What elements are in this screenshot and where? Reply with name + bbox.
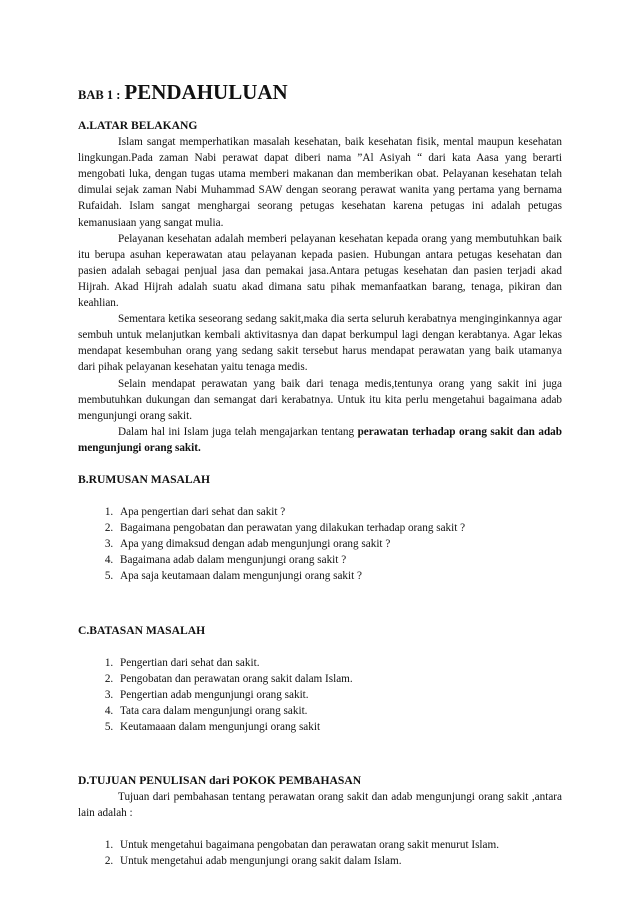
- batasan-list: [78, 655, 562, 735]
- list-item: 3. Apa yang dimaksud dengan adab mengunjungi orang sakit ?: [116, 536, 562, 552]
- list-item: 2. Pengobatan dan perawatan orang sakit dalam Islam.: [116, 671, 562, 687]
- list-item: 4. Bagaimana adab dalam mengunjungi orang sakit ?: [116, 552, 562, 568]
- paragraph: Pelayanan kesehatan adalah memberi pelayanan kesehatan kepada orang yang membutuhkan baik itu berupa asuhan keperawatan atau pelayanan kepada pasien. Hubungan antara petugas kesehatan dan pasien adalah sebagai penjual jasa dan pemakai jasa.Antara petugas kesehatan dan pasien terjadi akad Hijrah. Akad Hijrah adalah suatu akad dimana satu pihak memanfaatkan barang, tenaga, pikiran dan keahlian.: [78, 232, 562, 310]
- paragraph: Islam sangat memperhatikan masalah kesehatan, baik kesehatan fisik, mental maupun kesehatan lingkungan.Pada zaman Nabi perawat dapat diberi nama ”Al Asiyah “ dari kata Aasa yang berarti mengobati luka, dengan tugas utama memberi makanan dan memberikan obat. Pelayanan kesehatan telah dimulai sejak zaman Nabi Muhammad SAW dengan seorang perawat wanita yang pertama yang bernama Rufaidah. Islam sangat menghargai seorang petugas kesehatan karena petugas ini adalah petugas kemanusiaan yang sangat mulia.: [78, 136, 562, 229]
- list-item: 5. Apa saja keutamaan dalam mengunjungi orang sakit ?: [116, 568, 562, 584]
- paragraph: Selain mendapat perawatan yang baik dari tenaga medis,tentunya orang yang sakit ini juga membutuhkan dukungan dan semangat dari kerabatnya. Untuk itu kita perlu mengetahui bagaimana adab mengunjungi orang sakit.: [78, 377, 562, 422]
- chapter-title: PENDAHULUAN: [124, 80, 288, 104]
- list-item: 1. Apa pengertian dari sehat dan sakit ?: [116, 504, 562, 520]
- list-item: 4. Tata cara dalam mengunjungi orang sakit.: [116, 703, 562, 719]
- list-item: 2. Bagaimana pengobatan dan perawatan yang dilakukan terhadap orang sakit ?: [116, 520, 562, 536]
- section-heading-batasan: C.BATASAN MASALAH: [78, 623, 206, 637]
- list-item: 1. Pengertian dari sehat dan sakit.: [116, 655, 562, 671]
- paragraph: Tujuan dari pembahasan tentang perawatan orang sakit dan adab mengunjungi orang sakit ,antara lain adalah :: [78, 791, 562, 820]
- chapter-prefix: BAB 1 :: [78, 88, 121, 102]
- bold-text: perawatan terhadap orang sakit dan adab mengunjungi orang sakit.: [78, 425, 562, 454]
- chapter-heading: [78, 80, 288, 105]
- list-item: 1. Untuk mengetahui bagaimana pengobatan dan perawatan orang sakit menurut Islam.: [116, 837, 562, 853]
- section-heading-latar: A.LATAR BELAKANG: [78, 119, 198, 132]
- list-item: 5. Keutamaaan dalam mengunjungi orang sakit: [116, 719, 562, 735]
- section-heading-tujuan: D.TUJUAN PENULISAN dari POKOK PEMBAHASAN: [78, 774, 362, 788]
- rumusan-list: [78, 504, 562, 584]
- document-body: [78, 118, 562, 870]
- section-heading-rumusan: B.RUMUSAN MASALAH: [78, 472, 211, 486]
- list-item: 3. Pengertian adab mengunjungi orang sakit.: [116, 687, 562, 703]
- paragraph-text: Dalam hal ini Islam juga telah mengajarkan tentang: [118, 425, 358, 438]
- paragraph: [78, 424, 562, 456]
- paragraph: Sementara ketika seseorang sedang sakit,maka dia serta seluruh kerabatnya menginginkannya agar sembuh untuk melanjutkan kembali aktivitasnya dan dapat berkumpul lagi dengan kerabtanya. Agar lekas mendapat kesembuhan orang yang sedang sakit tersebut harus mendapat perawatan yang baik utamanya dari pihak pelayanan kesehatan yaitu tenaga medis.: [78, 313, 562, 374]
- list-item: 2. Untuk mengetahui adab mengunjungi orang sakit dalam Islam.: [116, 853, 562, 869]
- tujuan-list: [78, 837, 562, 869]
